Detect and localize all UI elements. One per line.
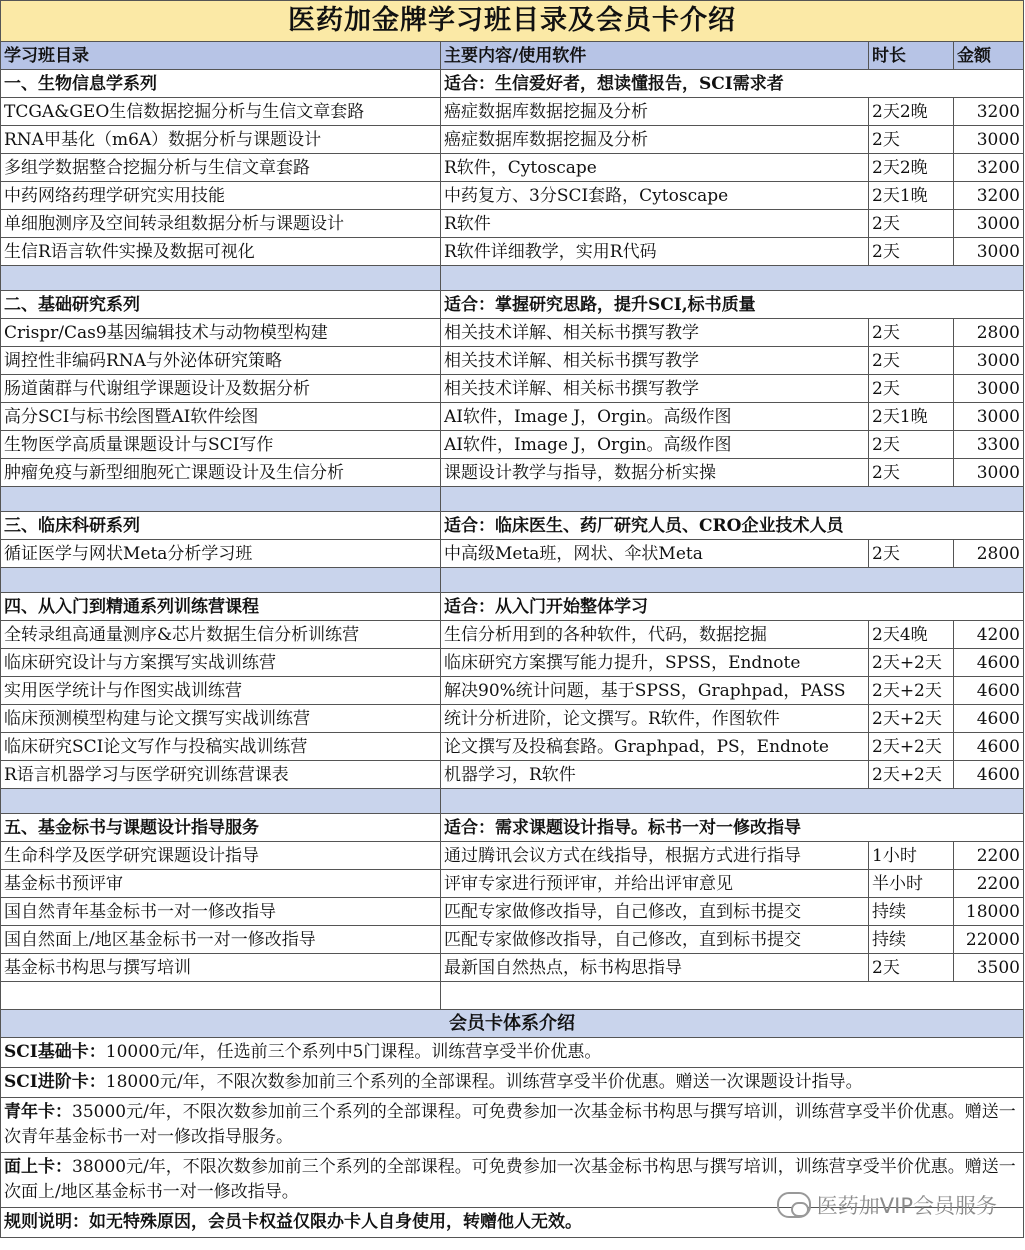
rule-text: 规则说明：如无特殊原因，会员卡权益仅限办卡人自身使用，转赠他人无效。	[4, 1212, 582, 1232]
course-content: 通过腾讯会议方式在线指导，根据方式进行指导	[441, 842, 869, 870]
course-duration: 2天	[869, 540, 954, 568]
card-row	[1, 1068, 1024, 1098]
section-audience: 适合：掌握研究思路，提升SCI,标书质量	[441, 291, 1024, 319]
card-text: 10000元/年，任选前三个系列中5门课程。训练营享受半价优惠。	[105, 1042, 602, 1062]
course-price: 3000	[954, 210, 1024, 238]
course-name: 中药网络药理学研究实用技能	[1, 182, 441, 210]
course-duration: 2天4晚	[869, 621, 954, 649]
course-name: RNA甲基化（m6A）数据分析与课题设计	[1, 126, 441, 154]
course-duration: 2天+2天	[869, 649, 954, 677]
course-price: 2200	[954, 870, 1024, 898]
course-content: 最新国自然热点，标书构思指导	[441, 954, 869, 982]
card-section-header	[1, 1010, 1024, 1038]
page-title: 医药加金牌学习班目录及会员卡介绍	[1, 1, 1024, 42]
empty-row	[1, 982, 1024, 1010]
course-price: 3500	[954, 954, 1024, 982]
section-audience: 适合：需求课题设计指导。标书一对一修改指导	[441, 814, 1024, 842]
card-row	[1, 1098, 1024, 1153]
course-duration: 2天+2天	[869, 761, 954, 789]
card-label: 青年卡：	[4, 1102, 72, 1122]
course-content: 中药复方、3分SCI套路，Cytoscape	[441, 182, 869, 210]
table-row	[1, 649, 1024, 677]
course-price: 3000	[954, 238, 1024, 266]
course-price: 3000	[954, 403, 1024, 431]
course-content: 癌症数据库数据挖掘及分析	[441, 98, 869, 126]
course-price: 2800	[954, 319, 1024, 347]
course-content: 解决90%统计问题，基于SPSS，Graphpad，PASS	[441, 677, 869, 705]
card-description	[1, 1098, 1024, 1153]
course-name: 全转录组高通量测序&芯片数据生信分析训练营	[1, 621, 441, 649]
course-content: 匹配专家做修改指导，自己修改，直到标书提交	[441, 926, 869, 954]
course-duration: 2天+2天	[869, 705, 954, 733]
course-name: 基金标书构思与撰写培训	[1, 954, 441, 982]
table-row	[1, 98, 1024, 126]
course-content: 癌症数据库数据挖掘及分析	[441, 126, 869, 154]
course-name: 生物医学高质量课题设计与SCI写作	[1, 431, 441, 459]
course-price: 4600	[954, 761, 1024, 789]
header-duration: 时长	[869, 42, 954, 70]
course-duration: 2天+2天	[869, 733, 954, 761]
course-name: 高分SCI与标书绘图暨AI软件绘图	[1, 403, 441, 431]
course-name: 肠道菌群与代谢组学课题设计及数据分析	[1, 375, 441, 403]
course-price: 22000	[954, 926, 1024, 954]
table-row	[1, 210, 1024, 238]
course-price: 4600	[954, 649, 1024, 677]
course-name: 实用医学统计与作图实战训练营	[1, 677, 441, 705]
section-audience: 适合：生信爱好者，想读懂报告，SCI需求者	[441, 70, 1024, 98]
card-label: 面上卡：	[4, 1157, 72, 1177]
watermark	[777, 1190, 997, 1220]
course-content: 中高级Meta班，网状、伞状Meta	[441, 540, 869, 568]
course-duration: 2天	[869, 459, 954, 487]
course-price: 2200	[954, 842, 1024, 870]
course-duration: 2天	[869, 375, 954, 403]
course-duration: 2天	[869, 210, 954, 238]
course-price: 18000	[954, 898, 1024, 926]
course-duration: 2天	[869, 238, 954, 266]
wechat-icon	[777, 1192, 811, 1218]
table-row	[1, 761, 1024, 789]
course-name: 国自然面上/地区基金标书一对一修改指导	[1, 926, 441, 954]
section-audience: 适合：临床医生、药厂研究人员、CRO企业技术人员	[441, 512, 1024, 540]
course-price: 4200	[954, 621, 1024, 649]
section-spacer	[1, 568, 1024, 593]
course-duration: 2天	[869, 954, 954, 982]
course-duration: 持续	[869, 898, 954, 926]
course-duration: 2天	[869, 431, 954, 459]
card-section-title: 会员卡体系介绍	[1, 1010, 1024, 1038]
course-duration: 2天2晚	[869, 154, 954, 182]
section-header	[1, 70, 1024, 98]
course-duration: 2天	[869, 126, 954, 154]
card-description	[1, 1068, 1024, 1098]
course-price: 4600	[954, 733, 1024, 761]
header-price: 金额	[954, 42, 1024, 70]
course-duration: 2天	[869, 347, 954, 375]
course-content: 相关技术详解、相关标书撰写教学	[441, 319, 869, 347]
course-duration: 2天	[869, 319, 954, 347]
course-duration: 2天+2天	[869, 677, 954, 705]
course-content: AI软件，Image J，Orgin。高级作图	[441, 431, 869, 459]
course-name: 调控性非编码RNA与外泌体研究策略	[1, 347, 441, 375]
course-content: 匹配专家做修改指导，自己修改，直到标书提交	[441, 898, 869, 926]
section-name: 一、生物信息学系列	[1, 70, 441, 98]
table-row	[1, 319, 1024, 347]
course-duration: 2天1晚	[869, 403, 954, 431]
section-header	[1, 512, 1024, 540]
table-row	[1, 459, 1024, 487]
card-text: 35000元/年，不限次数参加前三个系列的全部课程。可免费参加一次基金标书构思与撰写培训，训练营享受半价优惠。赠送一次青年基金标书一对一修改指导服务。	[4, 1102, 1016, 1147]
table-row	[1, 375, 1024, 403]
card-text: 38000元/年，不限次数参加前三个系列的全部课程。可免费参加一次基金标书构思与撰写培训，训练营享受半价优惠。赠送一次面上/地区基金标书一对一修改指导。	[4, 1157, 1016, 1202]
course-content: 临床研究方案撰写能力提升，SPSS，Endnote	[441, 649, 869, 677]
course-price: 4600	[954, 705, 1024, 733]
course-name: Crispr/Cas9基因编辑技术与动物模型构建	[1, 319, 441, 347]
course-name: 多组学数据整合挖掘分析与生信文章套路	[1, 154, 441, 182]
course-name: 循证医学与网状Meta分析学习班	[1, 540, 441, 568]
course-name: 临床研究SCI论文写作与投稿实战训练营	[1, 733, 441, 761]
table-row	[1, 954, 1024, 982]
course-content: 统计分析进阶，论文撰写。R软件，作图软件	[441, 705, 869, 733]
course-duration: 2天1晚	[869, 182, 954, 210]
course-name: 生命科学及医学研究课题设计指导	[1, 842, 441, 870]
table-row	[1, 842, 1024, 870]
card-row	[1, 1038, 1024, 1068]
card-text: 18000元/年，不限次数参加前三个系列的全部课程。训练营享受半价优惠。赠送一次课题设计指导。	[105, 1072, 863, 1092]
section-spacer	[1, 789, 1024, 814]
card-description	[1, 1038, 1024, 1068]
table-row	[1, 540, 1024, 568]
section-spacer	[1, 487, 1024, 512]
course-price: 3000	[954, 459, 1024, 487]
section-name: 五、基金标书与课题设计指导服务	[1, 814, 441, 842]
course-price: 3200	[954, 98, 1024, 126]
table-row	[1, 238, 1024, 266]
table-row	[1, 733, 1024, 761]
course-content: 评审专家进行预评审，并给出评审意见	[441, 870, 869, 898]
course-price: 3000	[954, 126, 1024, 154]
section-name: 三、临床科研系列	[1, 512, 441, 540]
course-name: 国自然青年基金标书一对一修改指导	[1, 898, 441, 926]
course-content: R软件详细教学，实用R代码	[441, 238, 869, 266]
section-audience: 适合：从入门开始整体学习	[441, 593, 1024, 621]
course-content: R软件	[441, 210, 869, 238]
course-content: 机器学习，R软件	[441, 761, 869, 789]
table-row	[1, 870, 1024, 898]
course-price: 2800	[954, 540, 1024, 568]
table-header	[1, 42, 1024, 70]
course-content: 生信分析用到的各种软件，代码，数据挖掘	[441, 621, 869, 649]
table-row	[1, 154, 1024, 182]
table-row	[1, 926, 1024, 954]
course-price: 3200	[954, 182, 1024, 210]
section-name: 四、从入门到精通系列训练营课程	[1, 593, 441, 621]
course-name: TCGA&GEO生信数据挖掘分析与生信文章套路	[1, 98, 441, 126]
course-price: 4600	[954, 677, 1024, 705]
course-name: 临床研究设计与方案撰写实战训练营	[1, 649, 441, 677]
course-duration: 持续	[869, 926, 954, 954]
course-price: 3300	[954, 431, 1024, 459]
course-duration: 2天2晚	[869, 98, 954, 126]
table-row	[1, 403, 1024, 431]
section-header	[1, 593, 1024, 621]
course-price: 3000	[954, 375, 1024, 403]
course-price: 3000	[954, 347, 1024, 375]
course-content: AI软件，Image J，Orgin。高级作图	[441, 403, 869, 431]
course-name: 临床预测模型构建与论文撰写实战训练营	[1, 705, 441, 733]
course-name: 基金标书预评审	[1, 870, 441, 898]
course-content: 相关技术详解、相关标书撰写教学	[441, 375, 869, 403]
course-content: 相关技术详解、相关标书撰写教学	[441, 347, 869, 375]
course-name: 肿瘤免疫与新型细胞死亡课题设计及生信分析	[1, 459, 441, 487]
course-name: 生信R语言软件实操及数据可视化	[1, 238, 441, 266]
section-spacer	[1, 266, 1024, 291]
table-row	[1, 677, 1024, 705]
course-duration: 1小时	[869, 842, 954, 870]
section-header	[1, 814, 1024, 842]
card-label: SCI基础卡：	[4, 1042, 106, 1062]
course-price: 3200	[954, 154, 1024, 182]
watermark-text: 医药加VIP会员服务	[816, 1194, 997, 1218]
header-course: 学习班目录	[1, 42, 441, 70]
table-row	[1, 898, 1024, 926]
course-name: 单细胞测序及空间转录组数据分析与课题设计	[1, 210, 441, 238]
table-row	[1, 347, 1024, 375]
table-row	[1, 705, 1024, 733]
course-content: 论文撰写及投稿套路。Graphpad，PS，Endnote	[441, 733, 869, 761]
section-name: 二、基础研究系列	[1, 291, 441, 319]
table-row	[1, 621, 1024, 649]
table-row	[1, 182, 1024, 210]
header-content: 主要内容/使用软件	[441, 42, 869, 70]
course-name: R语言机器学习与医学研究训练营课表	[1, 761, 441, 789]
table-row	[1, 126, 1024, 154]
card-label: SCI进阶卡：	[4, 1072, 106, 1092]
course-content: 课题设计教学与指导，数据分析实操	[441, 459, 869, 487]
section-header	[1, 291, 1024, 319]
course-duration: 半小时	[869, 870, 954, 898]
course-content: R软件，Cytoscape	[441, 154, 869, 182]
table-row	[1, 431, 1024, 459]
